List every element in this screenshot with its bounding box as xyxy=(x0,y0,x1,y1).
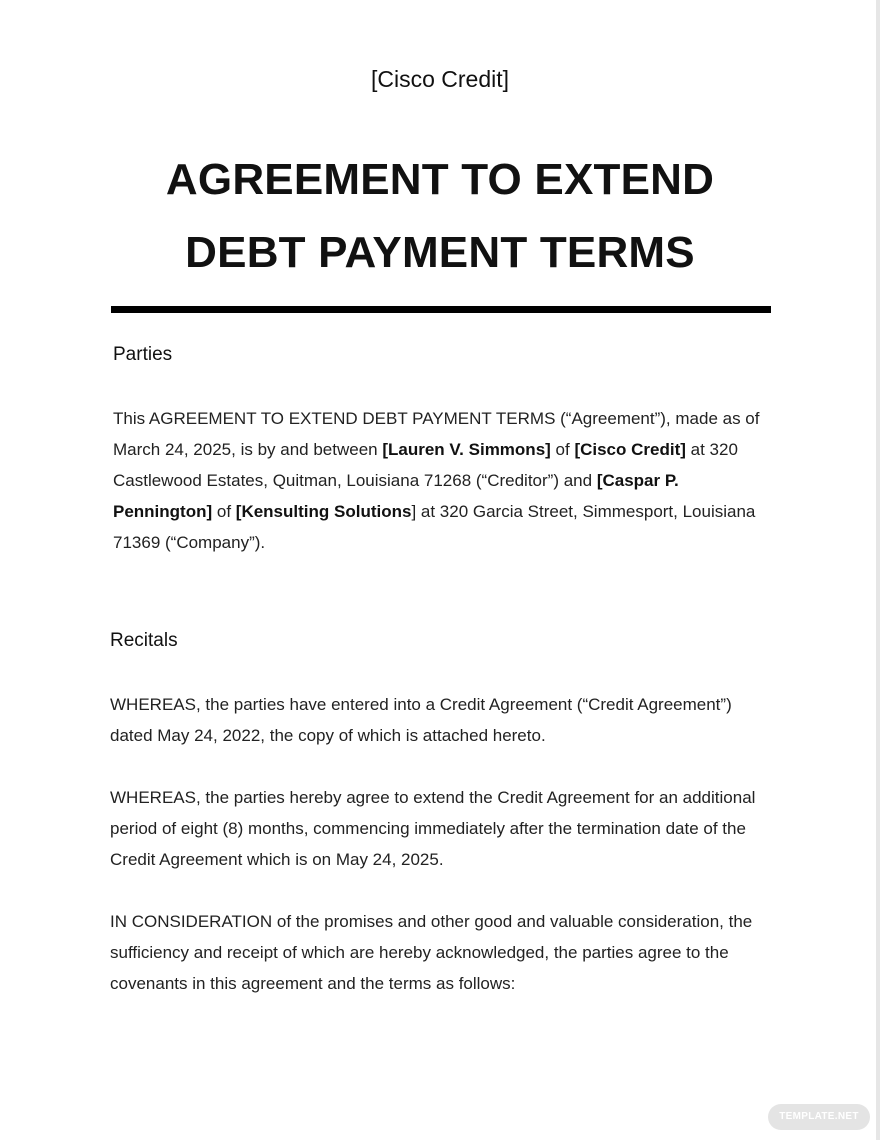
creditor-company: [Cisco Credit] xyxy=(574,440,686,459)
parties-heading: Parties xyxy=(113,344,173,365)
recitals-heading: Recitals xyxy=(110,630,178,651)
parties-text-4: of xyxy=(212,502,236,521)
document-title: AGREEMENT TO EXTEND DEBT PAYMENT TERMS xyxy=(165,155,715,277)
recital-paragraph-1: WHEREAS, the parties have entered into a Credit Agreement (“Credit Agreement”) dated May 24, 2022, the copy of which is attached hereto. xyxy=(110,695,732,745)
parties-text-5: ] at 320 Garcia Street, Simmesport, Louisiana 71369 (“Company”). xyxy=(113,502,756,552)
template-watermark: TEMPLATE.NET xyxy=(768,1104,870,1130)
parties-paragraph xyxy=(113,403,769,558)
recital-paragraph-3: IN CONSIDERATION of the promises and other good and valuable consideration, the sufficiency and receipt of which are hereby acknowledged, the parties agree to the covenants in this agreement and the terms as follows: xyxy=(110,912,753,993)
company-name: [Cisco Credit] xyxy=(370,66,510,92)
parties-text-2: of xyxy=(550,440,575,459)
recital-paragraph-2: WHEREAS, the parties hereby agree to extend the Credit Agreement for an additional period of eight (8) months, commencing immediately after the termination date of the Credit Agreement which is on May 24, 2025. xyxy=(110,788,756,869)
title-divider xyxy=(111,306,771,313)
creditor-name: [Lauren V. Simmons] xyxy=(382,440,551,459)
parties-text-3: at 320 Castlewood Estates, Quitman, Louisiana 71268 (“Creditor”) and xyxy=(113,440,738,490)
parties-text-1: This AGREEMENT TO EXTEND DEBT PAYMENT TERMS (“Agreement”), made as of March 24, 2025, is by and between xyxy=(113,409,760,459)
company-party-company: [Kensulting Solutions xyxy=(235,502,412,521)
page-edge-shadow xyxy=(876,0,880,1140)
company-party-name: [Caspar P. Pennington] xyxy=(113,471,679,521)
